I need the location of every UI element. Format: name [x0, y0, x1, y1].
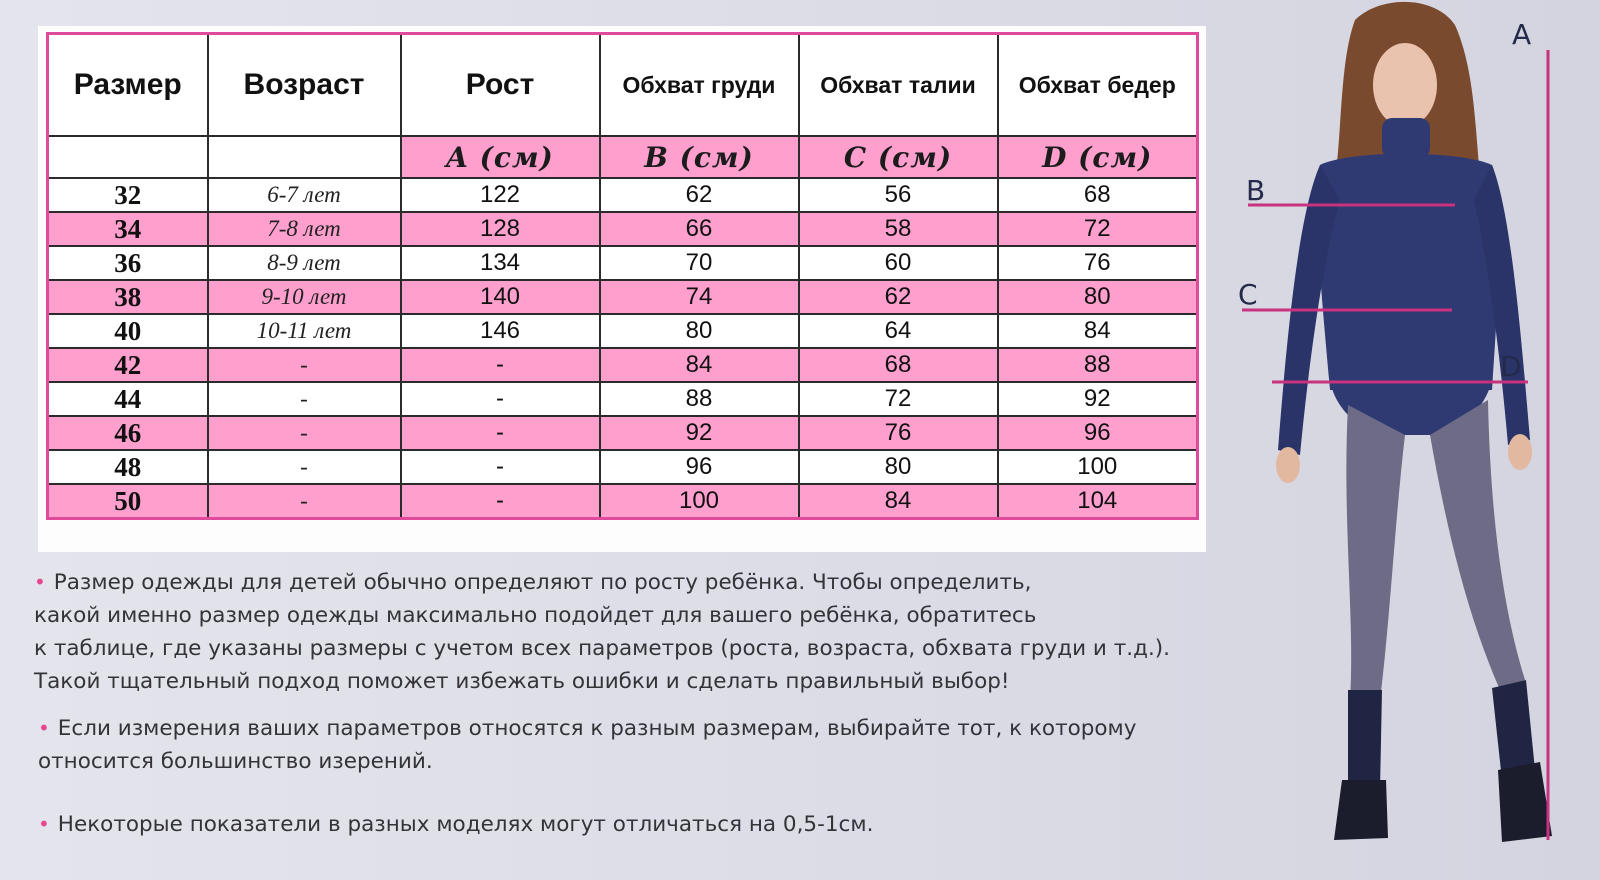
cell-chest: 74 [600, 280, 799, 314]
cell-height: - [401, 416, 600, 450]
cell-size: 46 [48, 416, 208, 450]
cell-size: 50 [48, 484, 208, 519]
notes-section [34, 566, 1214, 841]
cell-size: 40 [48, 314, 208, 348]
table-row [48, 484, 1198, 519]
table-row [48, 280, 1198, 314]
label-a: A [1512, 18, 1532, 51]
header-size: Размер [48, 34, 208, 137]
cell-hips: 88 [998, 348, 1198, 382]
cell-age: - [208, 348, 401, 382]
cell-size: 32 [48, 178, 208, 212]
bullet-icon: • [34, 570, 46, 594]
sweater-torso [1317, 154, 1499, 390]
cell-waist: 76 [799, 416, 998, 450]
bullet-icon: • [38, 716, 50, 740]
left-leg [1346, 405, 1405, 700]
cell-age: 6-7 лет [208, 178, 401, 212]
cell-waist: 56 [799, 178, 998, 212]
cell-size: 34 [48, 212, 208, 246]
cell-chest: 92 [600, 416, 799, 450]
model-figure [1230, 0, 1600, 880]
note-tolerance [34, 808, 1214, 841]
cell-waist: 58 [799, 212, 998, 246]
size-table [46, 32, 1199, 520]
cell-age: - [208, 416, 401, 450]
cell-hips: 72 [998, 212, 1198, 246]
table-row [48, 450, 1198, 484]
table-row [48, 212, 1198, 246]
note-size-by-height [34, 566, 1214, 698]
cell-hips: 84 [998, 314, 1198, 348]
note-text: Если измерения ваших параметров относятся к разным размерам, выбирайте тот, к которому [57, 716, 1137, 741]
label-d: D [1500, 350, 1522, 383]
face-shape [1373, 43, 1437, 127]
cell-chest: 66 [600, 212, 799, 246]
note-text: к таблице, где указаны размеры с учетом всех параметров (роста, возраста, обхвата груди и т.д.). [34, 636, 1171, 661]
note-text: какой именно размер одежды максимально подойдет для вашего ребёнка, обратитесь [34, 603, 1037, 628]
cell-chest: 62 [600, 178, 799, 212]
cell-height: 128 [401, 212, 600, 246]
cell-chest: 100 [600, 484, 799, 519]
cell-height: - [401, 484, 600, 519]
cell-height: - [401, 382, 600, 416]
cell-waist: 80 [799, 450, 998, 484]
cell-waist: 84 [799, 484, 998, 519]
table-row [48, 382, 1198, 416]
header-chest: Обхват груди [600, 34, 799, 137]
cell-age: 9-10 лет [208, 280, 401, 314]
cell-height: - [401, 450, 600, 484]
cell-size: 44 [48, 382, 208, 416]
cell-chest: 70 [600, 246, 799, 280]
cell-hips: 92 [998, 382, 1198, 416]
cell-hips: 80 [998, 280, 1198, 314]
cell-chest: 80 [600, 314, 799, 348]
left-boot [1334, 780, 1388, 840]
cell-height: 134 [401, 246, 600, 280]
model-illustration [1230, 0, 1600, 880]
cell-waist: 72 [799, 382, 998, 416]
table-row [48, 246, 1198, 280]
cell-hips: 104 [998, 484, 1198, 519]
cell-age: - [208, 450, 401, 484]
unit-height: A (см) [401, 136, 600, 178]
cell-hips: 96 [998, 416, 1198, 450]
cell-hips: 100 [998, 450, 1198, 484]
turtleneck-collar [1382, 118, 1430, 158]
cell-waist: 68 [799, 348, 998, 382]
cell-age: 8-9 лет [208, 246, 401, 280]
cell-age: - [208, 484, 401, 519]
cell-size: 42 [48, 348, 208, 382]
cell-chest: 84 [600, 348, 799, 382]
table-row [48, 348, 1198, 382]
header-hips: Обхват бедер [998, 34, 1198, 137]
bullet-icon: • [38, 812, 50, 836]
header-waist: Обхват талии [799, 34, 998, 137]
left-hand [1276, 447, 1300, 483]
table-row [48, 314, 1198, 348]
unit-chest: B (см) [600, 136, 799, 178]
header-height: Рост [401, 34, 600, 137]
cell-chest: 96 [600, 450, 799, 484]
cell-height: 122 [401, 178, 600, 212]
label-b: B [1246, 174, 1266, 207]
note-text: относится большинство изерений. [38, 749, 433, 774]
right-hand [1508, 434, 1532, 470]
cell-size: 48 [48, 450, 208, 484]
unit-hips: D (см) [998, 136, 1198, 178]
note-text: Некоторые показатели в разных моделях могут отличаться на 0,5-1см. [57, 812, 874, 837]
note-text: Такой тщательный подход поможет избежать ошибки и сделать правильный выбор! [34, 669, 1010, 694]
cell-waist: 62 [799, 280, 998, 314]
note-different-sizes [34, 712, 1214, 778]
cell-size: 36 [48, 246, 208, 280]
cell-age: 7-8 лет [208, 212, 401, 246]
cell-size: 38 [48, 280, 208, 314]
unit-waist: C (см) [799, 136, 998, 178]
unit-blank-size [48, 136, 208, 178]
cell-height: - [401, 348, 600, 382]
cell-height: 140 [401, 280, 600, 314]
cell-hips: 68 [998, 178, 1198, 212]
header-age: Возраст [208, 34, 401, 137]
right-boot [1498, 762, 1552, 842]
cell-hips: 76 [998, 246, 1198, 280]
cell-age: - [208, 382, 401, 416]
unit-blank-age [208, 136, 401, 178]
table-row [48, 416, 1198, 450]
note-text: Размер одежды для детей обычно определяют по росту ребёнка. Чтобы определить, [53, 570, 1032, 595]
cell-waist: 60 [799, 246, 998, 280]
cell-age: 10-11 лет [208, 314, 401, 348]
table-units-row [48, 136, 1198, 178]
table-header-row [48, 34, 1198, 137]
cell-chest: 88 [600, 382, 799, 416]
label-c: C [1238, 278, 1258, 311]
left-sock [1348, 690, 1382, 790]
table-row [48, 178, 1198, 212]
cell-height: 146 [401, 314, 600, 348]
size-chart-panel [38, 26, 1206, 552]
cell-waist: 64 [799, 314, 998, 348]
